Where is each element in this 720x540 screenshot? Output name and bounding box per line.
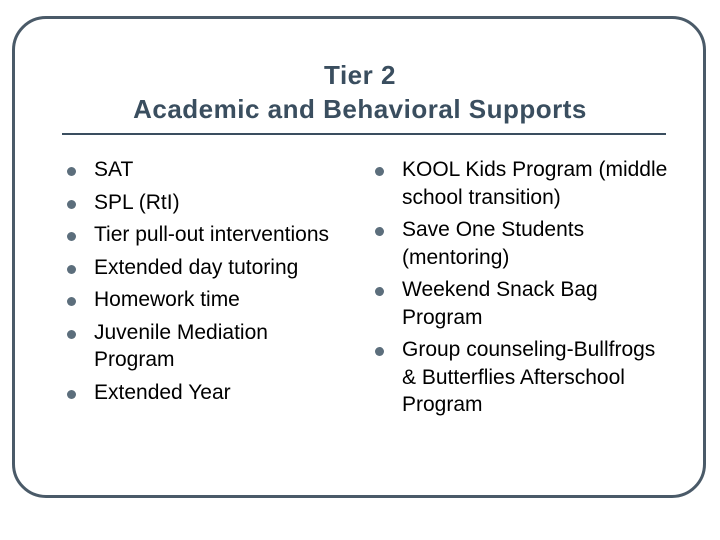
list-item-text: SPL (RtI): [94, 190, 180, 214]
bullet-icon: [375, 227, 384, 236]
list-item-text: Tier pull-out interventions: [94, 223, 329, 246]
bullet-icon: [67, 297, 76, 306]
bullet-icon: [67, 167, 76, 176]
slide-title: [60, 58, 660, 126]
left-bullet-list: [62, 156, 332, 411]
list-item: [62, 156, 332, 184]
list-item-text: Save One Students (mentoring): [402, 218, 585, 269]
list-item-text: Weekend Snack Bag Program: [402, 278, 598, 329]
title-divider: [62, 133, 666, 135]
list-item: [370, 336, 670, 419]
list-item: [370, 156, 670, 211]
list-item: [62, 379, 332, 407]
list-item: [62, 319, 332, 374]
bullet-icon: [375, 287, 384, 296]
bullet-icon: [67, 265, 76, 274]
list-item: [370, 276, 670, 331]
title-line-2: Academic and Behavioral Supports: [133, 94, 587, 124]
list-item: [62, 286, 332, 314]
bullet-icon: [67, 232, 76, 241]
list-item-text: Homework time: [94, 288, 240, 311]
bullet-icon: [375, 347, 384, 356]
list-item-text: Group counseling-Bullfrogs & Butterflies Afterschool Program: [402, 338, 656, 416]
list-item-text: Extended Year: [94, 380, 231, 404]
bullet-icon: [67, 390, 76, 399]
title-line-1: Tier 2: [324, 60, 396, 90]
list-item: [62, 221, 332, 249]
list-item: [62, 189, 332, 217]
list-item-text: SAT: [94, 158, 134, 181]
right-bullet-list: [370, 156, 670, 424]
bullet-icon: [67, 330, 76, 339]
list-item-text: Extended day tutoring: [94, 255, 299, 279]
bullet-icon: [67, 200, 76, 209]
list-item: [370, 216, 670, 271]
list-item: [62, 254, 332, 282]
bullet-icon: [375, 167, 384, 176]
list-item-text: KOOL Kids Program (middle school transition): [402, 158, 668, 209]
list-item-text: Juvenile Mediation Program: [94, 320, 268, 371]
